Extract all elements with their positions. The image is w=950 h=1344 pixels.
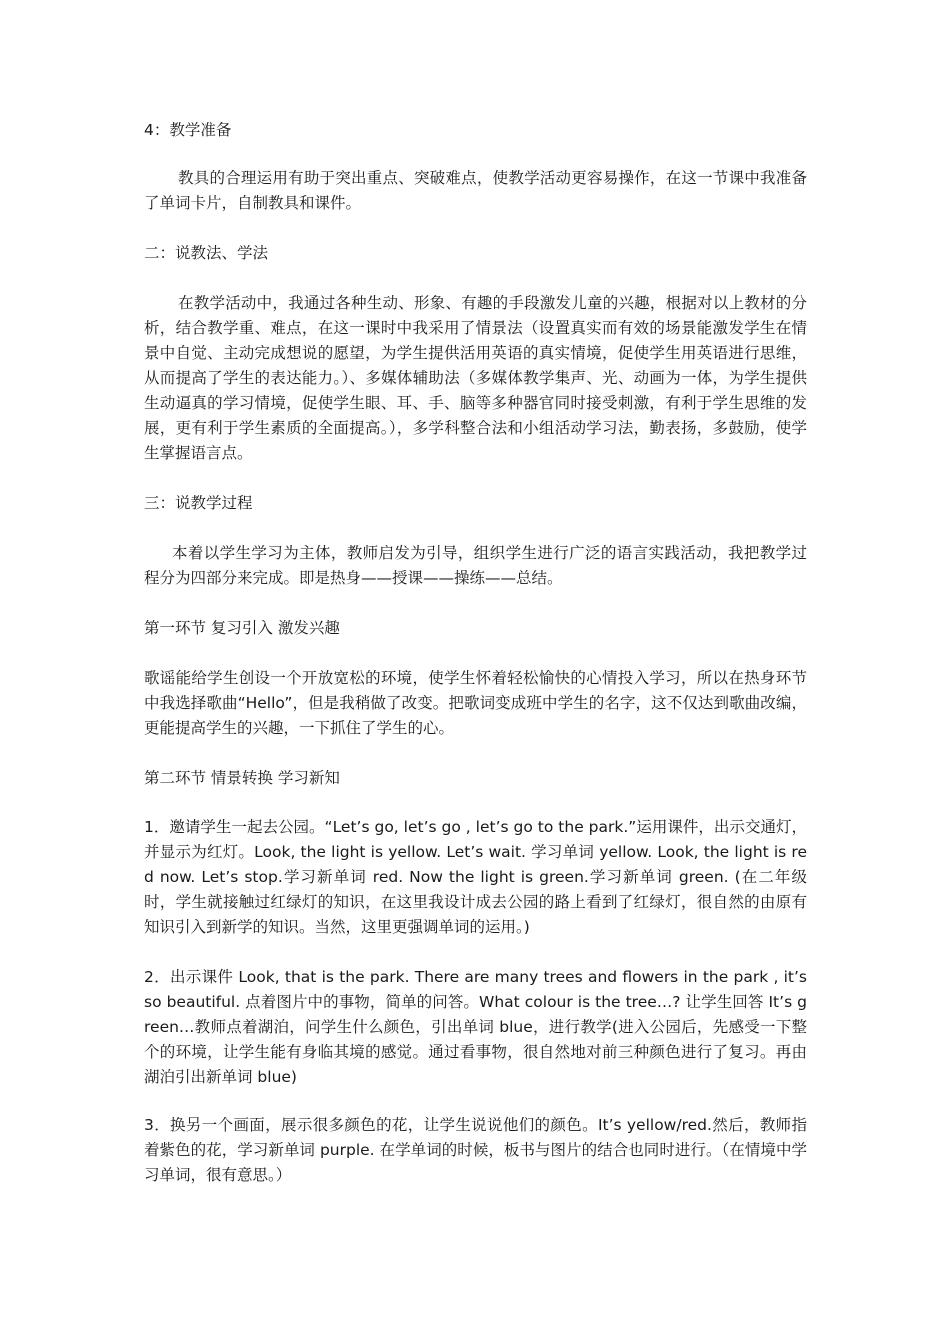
- section-4-heading: 4：教学准备: [144, 121, 232, 139]
- step-2-item-3: 3．换另一个画面，展示很多颜色的花，让学生说说他们的颜色。It’s yellow/red.然后，教师指着紫色的花，学习新单词 purple. 在学单词的时候，板书与图片的结合也同时进行。（在情境中学习单词，很有意思。）: [144, 1116, 807, 1184]
- section-2-heading: 二：说教法、学法: [144, 244, 269, 262]
- section-2-body: 在教学活动中，我通过各种生动、形象、有趣的手段激发儿童的兴趣，根据对以上教材的分析，结合教学重、难点，在这一课时中我采用了情景法（设置真实而有效的场景能激发学生在情景中自觉、主动完成想说的愿望，为学生提供活用英语的真实情境，促使学生用英语进行思维，从而提高了学生的表达能力。）、多媒体辅助法（多媒体教学集声、光、动画为一体，为学生提供生动逼真的学习情境，促使学生眼、耳、手、脑等多种器官同时接受刺激，有利于学生思维的发展，更有利于学生素质的全面提高。），多学科整合法和小组活动学习法，勤表扬，多鼓励，使学生掌握语言点。: [144, 294, 807, 462]
- step-2-item-1: 1．邀请学生一起去公园。“Let’s go, let’s go , let’s go to the park.”运用课件，出示交通灯，并显示为红灯。Look, the light is yellow. Let’s wait. 学习单词 yellow. Look, the light is red now. Let’s stop.学习新单词 red. Now the light is green.学习新单词 green. (在二年级时，学生就接触过红绿灯的知识，在这里我设计成去公园的路上看到了红绿灯，很自然的由原有知识引入到新学的知识。当然，这里更强调单词的运用。): [144, 818, 807, 936]
- step-1-heading: 第一环节 复习引入 激发兴趣: [144, 619, 340, 637]
- step-2-heading: 第二环节 情景转换 学习新知: [144, 769, 340, 787]
- step-2-item-2: 2．出示课件 Look, that is the park. There are many trees and flowers in the park , it’s so beautiful. 点着图片中的事物，简单的问答。What colour is the tree…? 让学生回答 It’s green…教师点着湖泊，问学生什么颜色，引出单词 blue，进行教学(进入公园后，先感受一下整个的环境，让学生能有身临其境的感觉。通过看事物，很自然地对前三种颜色进行了复习。再由湖泊引出新单词 blue): [144, 968, 807, 1086]
- section-3-heading: 三：说教学过程: [144, 494, 253, 512]
- section-3-body: 本着以学生学习为主体，教师启发为引导，组织学生进行广泛的语言实践活动，我把教学过程分为四部分来完成。即是热身——授课——操练——总结。: [144, 544, 807, 587]
- step-1-body: 歌谣能给学生创设一个开放宽松的环境，使学生怀着轻松愉快的心情投入学习，所以在热身环节中我选择歌曲“Hello”，但是我稍做了改变。把歌词变成班中学生的名字，这不仅达到歌曲改编，更能提高学生的兴趣，一下抓住了学生的心。: [144, 669, 807, 737]
- section-4-body: 教具的合理运用有助于突出重点、突破难点，使教学活动更容易操作，在这一节课中我准备了单词卡片，自制教具和课件。: [144, 169, 807, 212]
